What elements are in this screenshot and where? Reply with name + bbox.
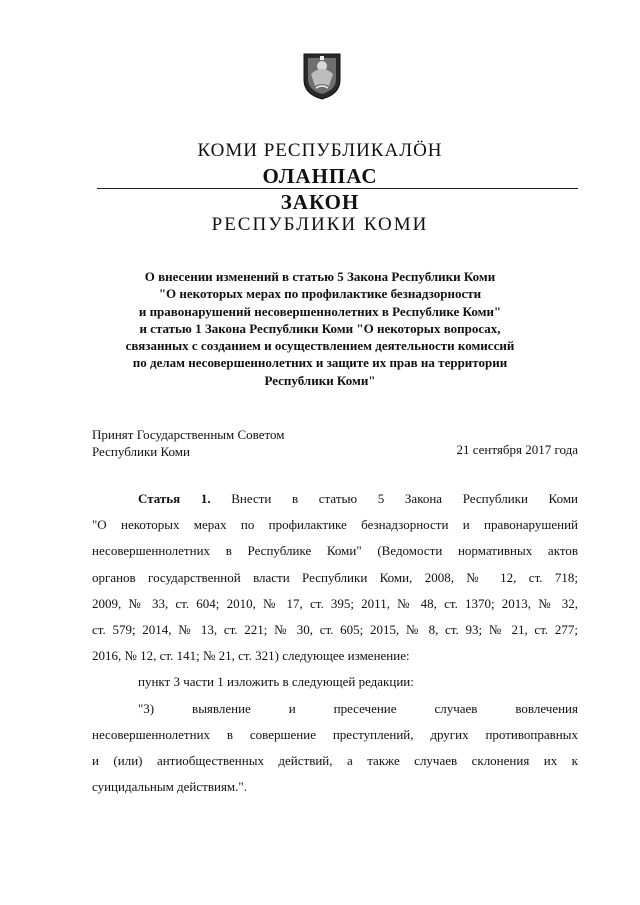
article-last-line: 2016, № 12, ст. 141; № 21, ст. 321) следующее изменение: — [92, 648, 410, 664]
title-line: О внесении изменений в статью 5 Закона Республики Коми — [144, 269, 496, 284]
header-olanpas: ОЛАНПАС — [262, 164, 378, 188]
title-line: и статью 1 Закона Республики Коми "О некоторых вопросах, — [139, 320, 501, 336]
quote-line: и (или) антиобщественных действий, а также случаев склонения их к — [92, 752, 578, 768]
title-line: Республики Коми" — [264, 372, 376, 388]
title-line: связанных с созданием и осуществлением деятельности комиссий — [125, 338, 515, 354]
article-label: Статья 1. — [138, 491, 211, 506]
article-line: "О некоторых мерах по профилактике безнадзорности и правонарушений — [92, 517, 578, 533]
quote-last-line: суицидальным действиям.". — [92, 779, 247, 795]
adoption-date: 21 сентября 2017 года — [456, 442, 578, 457]
article-line: ст. 579; 2014, № 13, ст. 221; № 30, ст. 605; 2015, № 8, ст. 93; № 21, ст. 277; — [92, 621, 578, 637]
article-line: органов государственной власти Республики Коми, 2008, № 12, ст. 718; — [92, 569, 578, 585]
adopted-by — [92, 426, 284, 460]
quote-first-line: "3) выявление и пресечение случаев вовлечения — [138, 700, 578, 716]
law-title — [0, 268, 640, 389]
adopted-line-1: Принят Государственным Советом — [92, 427, 285, 442]
header-komi-line: КОМИ РЕСПУБЛИКАЛÖН — [197, 140, 443, 161]
quote-line: несовершеннолетних в совершение преступлений, других противоправных — [92, 726, 578, 742]
header-zakon: ЗАКОН — [280, 190, 360, 214]
article-point: пункт 3 части 1 изложить в следующей редакции: — [138, 674, 414, 690]
coat-of-arms-emblem — [302, 52, 342, 100]
header-divider — [97, 188, 578, 189]
title-line: по делам несовершеннолетних и защите их прав на территории — [132, 355, 508, 371]
title-line: и правонарушений несовершеннолетних в Республике Коми" — [138, 303, 502, 319]
article-line: несовершеннолетних в Республике Коми" (Ведомости нормативных актов — [92, 543, 578, 559]
article-body — [92, 486, 578, 800]
adopted-line-2: Республики Коми — [92, 444, 190, 459]
article-line: 2009, № 33, ст. 604; 2010, № 17, ст. 395; 2011, № 48, ст. 1370; 2013, № 32, — [92, 595, 578, 611]
header-republic: РЕСПУБЛИКИ КОМИ — [211, 214, 429, 235]
article-first-line — [92, 486, 578, 512]
title-line: "О некоторых мерах по профилактике безнадзорности — [158, 286, 482, 302]
article-first-text: Внести в статью 5 Закона Республики Коми — [231, 491, 579, 506]
